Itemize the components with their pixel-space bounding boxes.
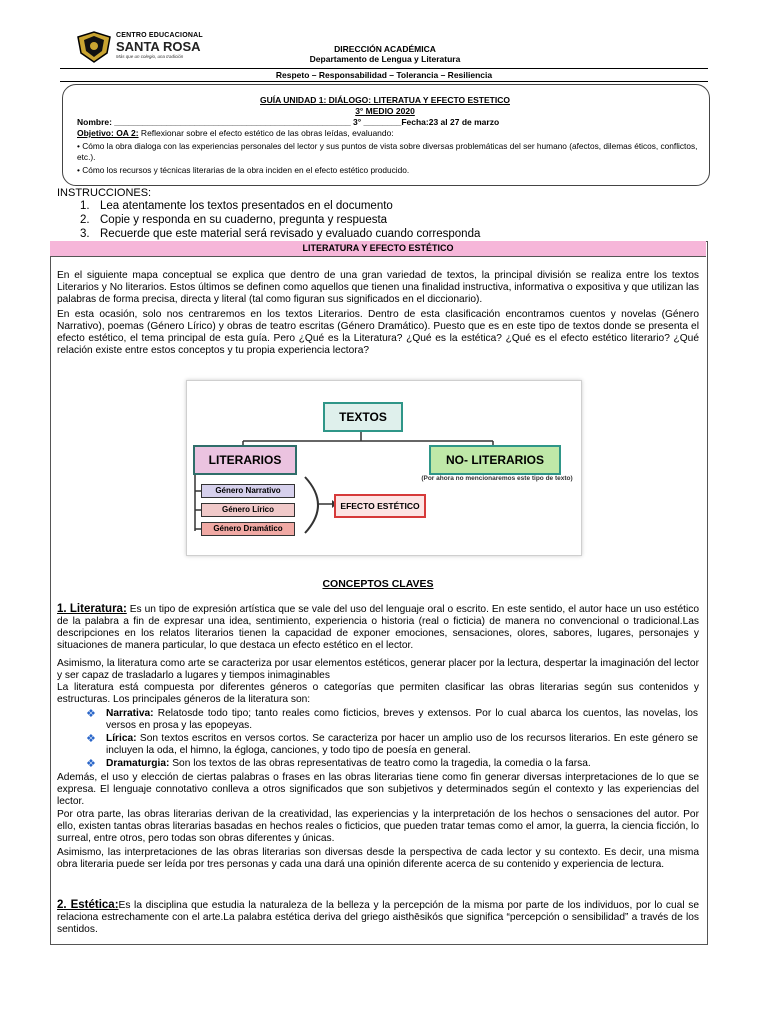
concepts-title: CONCEPTOS CLAVES <box>322 578 434 590</box>
instruction-item: 1. Lea atentamente los textos presentados en el documento <box>80 200 393 212</box>
node-literarios: LITERARIOS <box>193 445 297 475</box>
genre-item-narrativa: Narrativa: Relatosde todo tipo; tanto reales como ficticios, breves y extensos. Por lo cual abarca los cuentos, las novelas, los versos en prosa y las epopeyas. <box>106 708 698 731</box>
genre-item-dramaturgia: Dramaturgia: Son los textos de las obras representativas de teatro como la tragedia, la comedia o la farsa. <box>106 758 591 769</box>
node-no-literarios-note: (Por ahora no mencionaremos este tipo de texto) <box>421 475 573 482</box>
header-titles <box>240 44 530 64</box>
school-values: Respeto – Responsabilidad – Tolerancia – Resiliencia <box>60 68 708 82</box>
node-genero-lirico: Género Lírico <box>201 503 295 517</box>
intro-paragraph-1: En el siguiente mapa conceptual se explica que dentro de una gran variedad de textos, la principal división se realiza entre los textos Literarios y No literarios. Estos últimos se definen como aquellos que tienen una finalidad instructiva, informativa o expositiva y que utilizan las palabras de forma precisa, directa y literal (tal como figuran sus significados en el diccionario). <box>57 270 699 305</box>
node-genero-dramatico: Género Dramático <box>201 522 295 536</box>
concept-map <box>186 380 582 556</box>
objective-bullet-2: • Cómo los recursos y técnicas literarias de la obra inciden en el efecto estético producido. <box>77 165 410 175</box>
literatura-paragraph-5: Por otra parte, las obras literarias derivan de la creatividad, las experiencias y la interpretación de los hechos o sensaciones del autor. Por ello, existen tantas obras literarias basadas en hechos reales o ficticios, que pueden tratar temas como el amor, la guerra, la ciencia ficción, lo surreal, entre otros, pero todas son obras diferentes y únicas. <box>57 809 699 844</box>
node-efecto-estetico: EFECTO ESTÉTICO <box>334 494 426 518</box>
literatura-paragraph-3: La literatura está compuesta por diferentes géneros o categorías que permiten clasificar las obras literarias según sus contenidos y estructuras. Los principales géneros de la literatura son: <box>57 682 699 705</box>
genre-bullet-icon: ❖ <box>86 758 96 770</box>
guide-title: GUÍA UNIDAD 1: DIÁLOGO: LITERATUA Y EFECTO ESTETICO <box>260 95 510 105</box>
node-no-literarios: NO- LITERARIOS <box>429 445 561 475</box>
genre-item-lirica: Lírica: Son textos escritos en versos cortos. Se caracteriza por hacer un amplio uso de los recursos literarios. En este género se incluyen la oda, el himno, la égloga, canciones, y todo tipo de poesía en general. <box>106 733 698 756</box>
instructions-heading: INSTRUCCIONES: <box>57 187 152 199</box>
objective-line <box>77 128 394 139</box>
literatura-paragraph-2: Asimismo, la literatura como arte se caracteriza por usar elementos estéticos, generar placer por la lectura, despertar la imaginación del lector y ser capaz de trasladarlo a lugares y tiempos inimaginables <box>57 658 699 681</box>
literatura-paragraph-4: Además, el uso y elección de ciertas palabras o frases en las obras literarias tiene como fin generar diversas interpretaciones de lo que se expresa. El lenguaje connotativo conlleva a otros significados que son subjetivos y determinados según el contexto y las experiencias del lector. <box>57 772 699 807</box>
logo-line2: SANTA ROSA <box>116 39 201 54</box>
intro-paragraph-2: En esta ocasión, solo nos centraremos en los textos Literarios. Dentro de esta clasificación encontramos cuentos y novelas (Género Narrativo), poemas (Género Lírico) y obras de teatro escritas (Género Dramático). Puesto que es en este tipo de textos donde se presenta el efecto estético, el tema principal de esta guía. Pero ¿Qué es la Literatura? ¿Qué es la estética? ¿Qué es el efecto estético literario? ¿Qué relación existe entre estos conceptos y tu propia experiencia lectora? <box>57 309 699 356</box>
genre-bullet-icon: ❖ <box>86 733 96 745</box>
literatura-label: 1. Literatura: <box>57 603 127 615</box>
genre-bullet-icon: ❖ <box>86 708 96 720</box>
department-title: Departamento de Lengua y Literatura <box>309 54 461 64</box>
school-crest-icon <box>76 31 112 63</box>
objective-bullet-1: • Cómo la obra dialoga con las experiencias personales del lector y sus puntos de vista sobre diversas problemáticas del ser humano (afectos, dilemas éticos, conflictos, etc.). <box>77 141 698 162</box>
school-logo <box>76 31 226 63</box>
node-textos: TEXTOS <box>323 402 403 432</box>
literatura-paragraph-6: Asimismo, las interpretaciones de las obras literarias son diversas desde la perspectiva de cada lector y su contexto. Es decir, una misma obra literaria puede ser leída por tres personas y cada una dará una opinión diferente acerca de su contenido y experiencia de lectura. <box>57 847 699 870</box>
direction-title: DIRECCIÓN ACADÉMICA <box>334 44 436 54</box>
name-date-line: Nombre: __________________________________________________ 3° ________Fecha:23 al 27 de marzo <box>77 117 500 127</box>
instruction-item: 2. Copie y responda en su cuaderno, pregunta y respuesta <box>80 214 388 226</box>
logo-line3: Más que un colegio, una tradición <box>116 54 184 59</box>
estetica-label: 2. Estética: <box>57 899 119 911</box>
instruction-item: 3. Recuerde que este material será revisado y evaluado cuando corresponda <box>80 228 481 240</box>
guide-course: 3° MEDIO 2020 <box>355 106 415 116</box>
objective-text: Reflexionar sobre el efecto estético de las obras leídas, evaluando: <box>138 128 394 138</box>
node-genero-narrativo: Género Narrativo <box>201 484 295 498</box>
estetica-paragraph: 2. Estética:Es la disciplina que estudia la naturaleza de la belleza y la percepción de la misma por parte de los individuos, por lo cual se relaciona estrechamente con el arte.La palabra estética deriva del griego aisthēsikós que significa “percepción o sensibilidad” a través de los sentidos. <box>57 899 699 935</box>
logo-line1: CENTRO EDUCACIONAL <box>116 32 203 39</box>
literatura-paragraph-1: 1. Literatura: Es un tipo de expresión artística que se vale del uso del lenguaje oral o escrito. En este sentido, el autor hace un uso estético de la palabra a fin de expresar una idea, sentimiento, experiencia o historia (real o ficticia) de manera no convencional o tradicional.Las descripciones en los relatos literarios tienen la capacidad de exponer emociones, sensaciones, olores, sabores, lugares, personajes y situaciones de manera particular, lo que destaca un efecto estético en el lector. <box>57 603 699 651</box>
objective-label: Objetivo: OA 2: <box>77 128 139 138</box>
section-title: LITERATURA Y EFECTO ESTÉTICO <box>50 241 706 257</box>
